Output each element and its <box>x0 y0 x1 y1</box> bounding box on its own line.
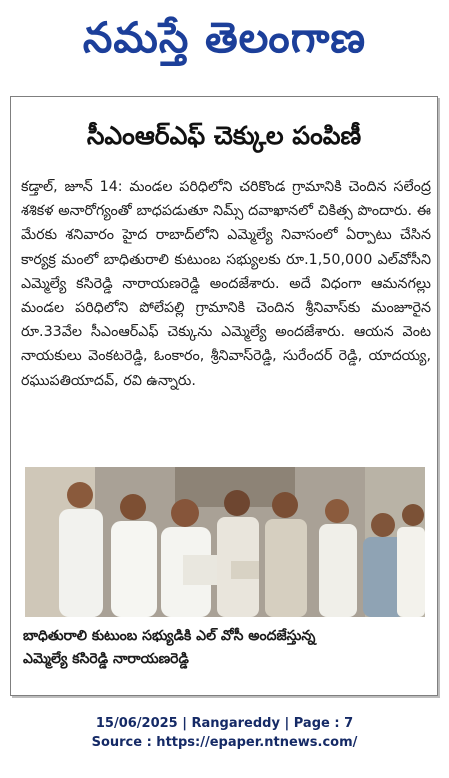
article-body: కడ్తాల్, జూన్ 14: మండల పరిధిలోని చరికొండ గ్రామానికి చెందిన సలేంద్ర శశికళ అనారోగ్యంతో బాధపడుతూ నిమ్స్ దవాఖానలో చికిత్స పొందారు. ఈ మేరకు శనివారం హైద రాబాద్‌లోని ఎమ్మెల్యే నివాసంలో ఏర్పాటు చేసిన కార్యక్ర మంలో బాధితురాలి కుటుంబ సభ్యులకు రూ.1,50,000 ఎల్‌వోసీని ఎమ్మెల్యే కసిరెడ్డి నారాయణరెడ్డి అందజేశారు. అదే విధంగా ఆమనగల్లు మండల పరిధిలోని పోలేపల్లి గ్రామానికి చెందిన శ్రీనివాస్‌కు మంజూరైన రూ.33వేల సీఎంఆర్ఎఫ్ చెక్కును ఎమ్మెల్యే అందజేశారు. ఆయన వెంట నాయకులు వెంకటరెడ్డి, ఓంకారం, శ్రీనివాస్‌రెడ్డి, సురేందర్ రెడ్డి, యాదయ్య, రఘుపతియాదవ్, రవి ఉన్నారు. <box>21 179 431 389</box>
article-photo <box>25 467 425 617</box>
group-photo-illustration <box>25 467 425 617</box>
masthead-title: నమస్తే తెలంగాణ <box>82 13 367 62</box>
footer-source: Source : https://epaper.ntnews.com/ <box>91 735 358 750</box>
news-clipping <box>10 96 438 696</box>
article-headline: సీఎంఆర్ఎఫ్ చెక్కుల పంపిణీ <box>86 121 362 150</box>
photo-caption <box>23 625 427 685</box>
caption-line-1: బాధితురాలి కుటుంబ సభ్యుడికి ఎల్ వోసీ అందజేస్తున్న <box>23 628 316 644</box>
page-footer <box>0 714 449 752</box>
footer-edition-info: 15/06/2025 | Rangareddy | Page : 7 <box>95 716 354 731</box>
newspaper-masthead <box>0 0 449 80</box>
caption-line-2: ఎమ్మెల్యే కసిరెడ్డి నారాయణరెడ్డి <box>23 651 189 667</box>
